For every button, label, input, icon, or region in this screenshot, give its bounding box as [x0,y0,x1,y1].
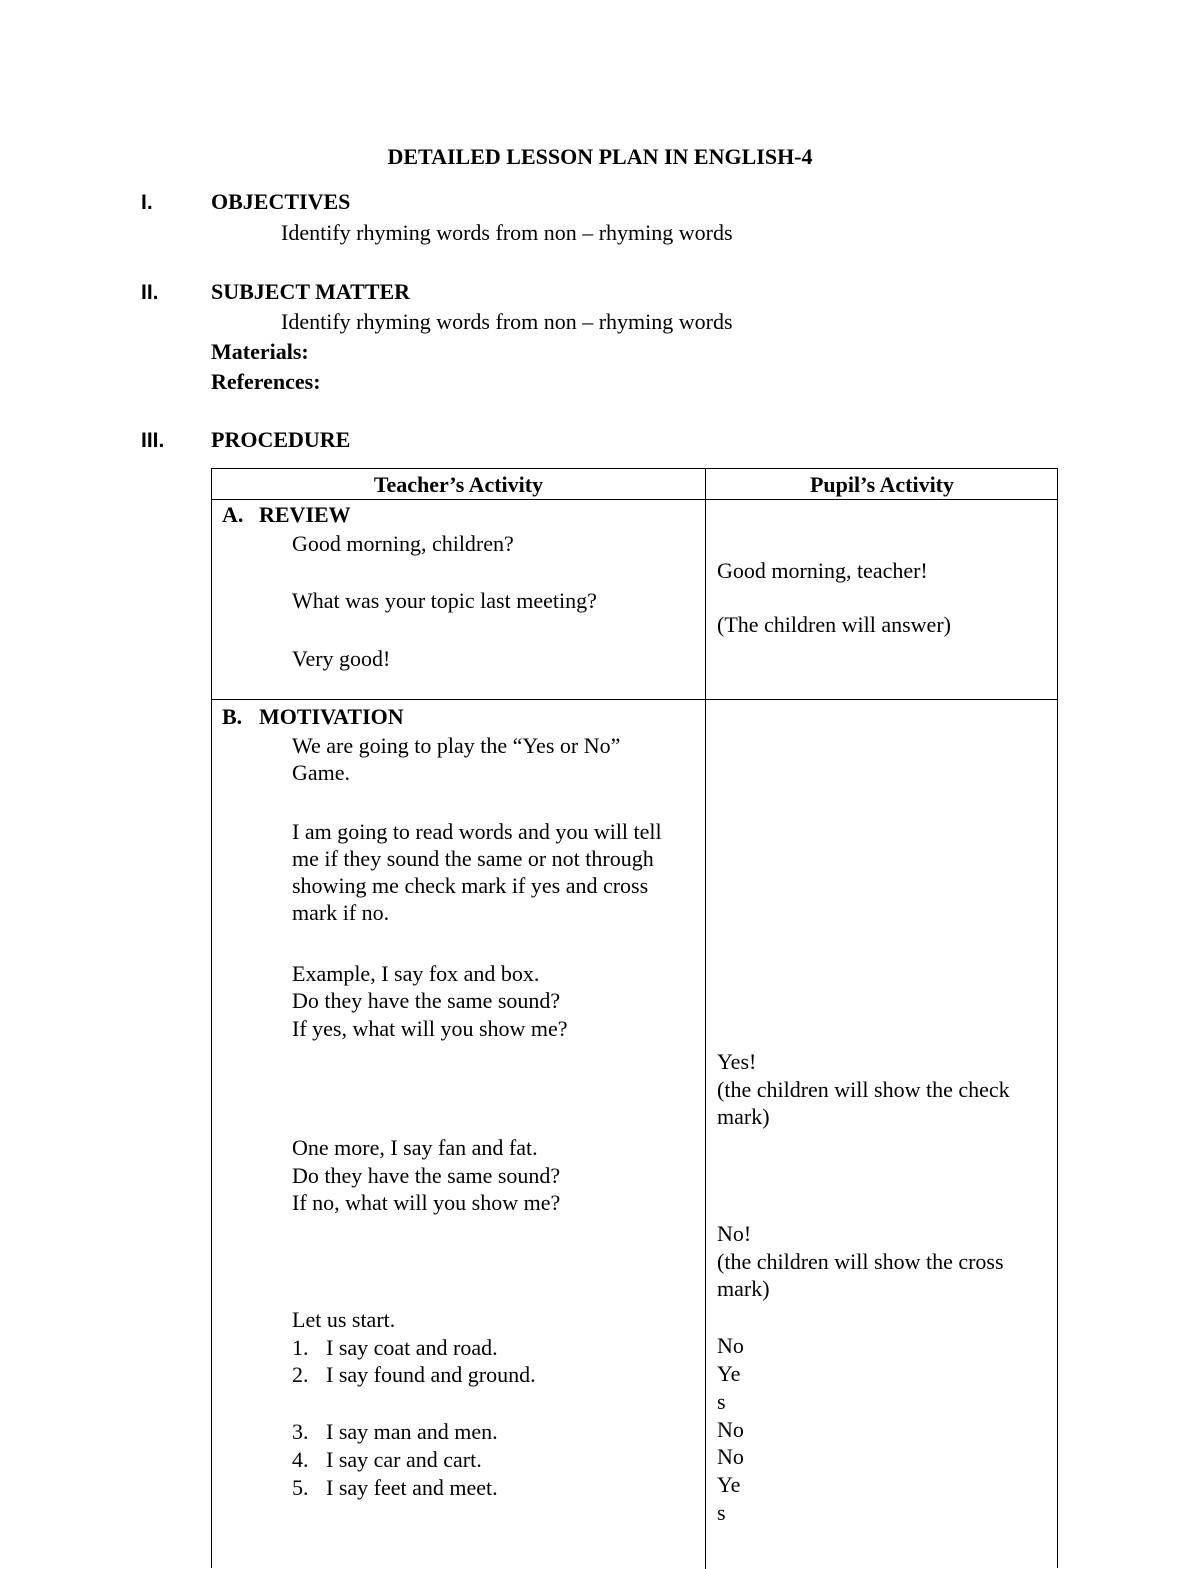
section-heading-objectives: OBJECTIVES [211,189,351,214]
motivation-letter: B. [222,704,243,729]
example-one-line: Do they have the same sound? [292,988,561,1013]
answer-line: s [717,1500,726,1525]
list-item: I say man and men. [326,1419,498,1444]
review-teacher-line: Very good! [292,646,391,671]
section-numeral-3: III. [141,429,165,452]
list-item: I say found and ground. [326,1362,536,1387]
review-row-divider [212,699,1057,700]
answer-line: No [717,1444,744,1469]
procedure-table [211,468,1058,1568]
materials-label: Materials: [211,339,309,364]
references-label: References: [211,369,321,394]
subject-matter-text: Identify rhyming words from non – rhyming words [281,309,733,334]
list-item: I say feet and meet. [326,1475,498,1500]
list-item-number: 1. [292,1335,309,1360]
pupil-answer-one-line: Yes! [717,1049,757,1074]
review-teacher-line: What was your topic last meeting? [292,588,597,613]
teacher-activity-header: Teacher’s Activity [373,472,544,497]
header-row-divider [212,499,1057,500]
list-item-number: 4. [292,1447,309,1472]
motivation-instruction-line: I am going to read words and you will tell [292,819,662,844]
document-title: DETAILED LESSON PLAN IN ENGLISH-4 [387,144,813,169]
answer-line: No [717,1333,744,1358]
objectives-text: Identify rhyming words from non – rhyming words [281,220,733,245]
review-teacher-line: Good morning, children? [292,531,514,556]
list-item: I say car and cart. [326,1447,482,1472]
example-one-line: Example, I say fox and box. [292,961,540,986]
review-heading: REVIEW [259,502,351,527]
example-two-line: Do they have the same sound? [292,1163,561,1188]
section-heading-subject-matter: SUBJECT MATTER [211,279,411,304]
motivation-instruction-line: mark if no. [292,900,390,925]
motivation-intro-line: We are going to play the “Yes or No” [292,733,621,758]
review-pupil-line: Good morning, teacher! [717,558,928,583]
column-divider [705,469,706,1569]
list-item: I say coat and road. [326,1335,498,1360]
list-item-number: 2. [292,1362,309,1387]
motivation-heading: MOTIVATION [259,704,404,729]
pupil-answer-one-line: (the children will show the check [717,1077,1010,1102]
pupil-answer-one-line: mark) [717,1104,770,1129]
pupil-answer-two-line: No! [717,1221,752,1246]
start-line: Let us start. [292,1307,396,1332]
list-item-number: 5. [292,1475,309,1500]
section-heading-procedure: PROCEDURE [211,427,351,452]
pupil-answer-two-line: (the children will show the cross [717,1249,1004,1274]
list-item-number: 3. [292,1419,309,1444]
example-two-line: One more, I say fan and fat. [292,1135,538,1160]
answer-line: s [717,1389,726,1414]
example-one-line: If yes, what will you show me? [292,1016,568,1041]
pupil-answer-two-line: mark) [717,1276,770,1301]
pupil-activity-header: Pupil’s Activity [809,472,955,497]
motivation-instruction-line: me if they sound the same or not through [292,846,654,871]
answer-line: No [717,1417,744,1442]
review-pupil-line: (The children will answer) [717,612,951,637]
motivation-intro-line: Game. [292,760,351,785]
section-numeral-1: I. [141,191,153,214]
answer-line: Ye [717,1472,741,1497]
answer-line: Ye [717,1361,741,1386]
review-letter: A. [222,502,244,527]
motivation-instruction-line: showing me check mark if yes and cross [292,873,649,898]
example-two-line: If no, what will you show me? [292,1190,561,1215]
section-numeral-2: II. [141,281,159,304]
